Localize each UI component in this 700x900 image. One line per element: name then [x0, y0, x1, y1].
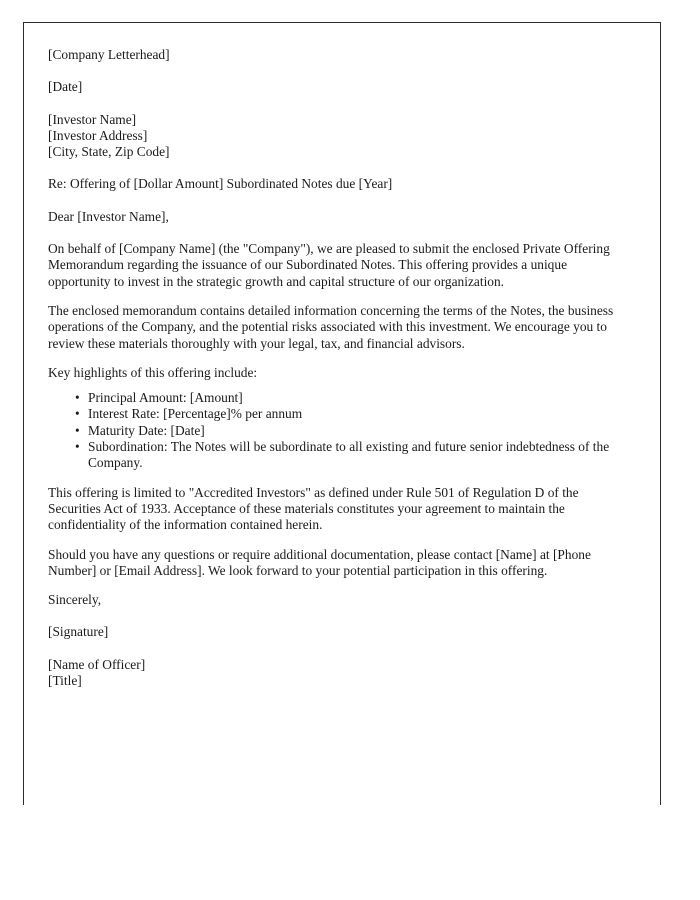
recipient-address: [Investor Address] [48, 127, 148, 143]
paragraph-four: Should you have any questions or require additional documentation, please contact [Name] at [Phone Number] or [Email Address]. We look forward to your potential participation in this offering. [48, 546, 591, 578]
list-item [48, 406, 632, 422]
bullet-icon: • [75, 422, 80, 438]
bullet-icon: • [75, 406, 80, 422]
recipient-name: [Investor Name] [48, 111, 137, 127]
spacer [48, 63, 632, 79]
paragraph-two: The enclosed memorandum contains detailed information concerning the terms of the Notes, the business operations of the Company, and the potential risks associated with this investment. We encourage you to review these materials thoroughly with your legal, tax, and financial advisors. [48, 302, 614, 351]
subject-line: Re: Offering of [Dollar Amount] Subordinated Notes due [Year] [48, 176, 393, 192]
list-item-label: Principal Amount: [Amount] [88, 390, 243, 406]
bullet-icon: • [75, 390, 80, 406]
list-item-label: Maturity Date: [Date] [88, 422, 205, 438]
spacer [48, 534, 632, 547]
spacer [48, 381, 632, 390]
list-item [48, 439, 632, 472]
letter-page [23, 22, 661, 805]
list-item [48, 390, 632, 406]
recipient-city-state-zip: [City, State, Zip Code] [48, 144, 170, 160]
spacer [48, 579, 632, 592]
closing-salutation: Sincerely, [48, 592, 102, 608]
officer-name: [Name of Officer] [48, 656, 146, 672]
spacer [48, 96, 632, 112]
paragraph-three: This offering is limited to "Accredited Investors" as defined under Rule 501 of Regulation D of the Securities Act of 1933. Acceptance of these materials constitutes your agreement to maintain the confidentiality of the information contained herein. [48, 484, 579, 533]
bullet-icon: • [75, 439, 80, 455]
officer-title: [Title] [48, 673, 82, 689]
letter-body [48, 47, 632, 689]
spacer [48, 160, 632, 176]
salutation: Dear [Investor Name], [48, 208, 169, 224]
spacer [48, 290, 632, 303]
highlights-intro: Key highlights of this offering include: [48, 364, 258, 380]
signature-placeholder: [Signature] [48, 624, 109, 640]
spacer [48, 641, 632, 657]
highlights-list [48, 390, 632, 471]
list-item-label: Interest Rate: [Percentage]% per annum [88, 406, 303, 422]
spacer [48, 352, 632, 365]
spacer [48, 193, 632, 209]
letter-date: [Date] [48, 79, 83, 95]
spacer [48, 472, 632, 485]
paragraph-one: On behalf of [Company Name] (the "Company"), we are pleased to submit the enclosed Private Offering Memorandum regarding the issuance of our Subordinated Notes. This offering provides a unique opportunity to invest in the strategic growth and capital structure of our organization. [48, 241, 610, 289]
company-letterhead: [Company Letterhead] [48, 47, 170, 62]
spacer [48, 225, 632, 241]
list-item-label: Subordination: The Notes will be subordinate to all existing and future senior indebtedness of the Company. [88, 439, 610, 471]
spacer [48, 608, 632, 624]
recipient-address-block [48, 112, 632, 161]
list-item [48, 423, 632, 439]
